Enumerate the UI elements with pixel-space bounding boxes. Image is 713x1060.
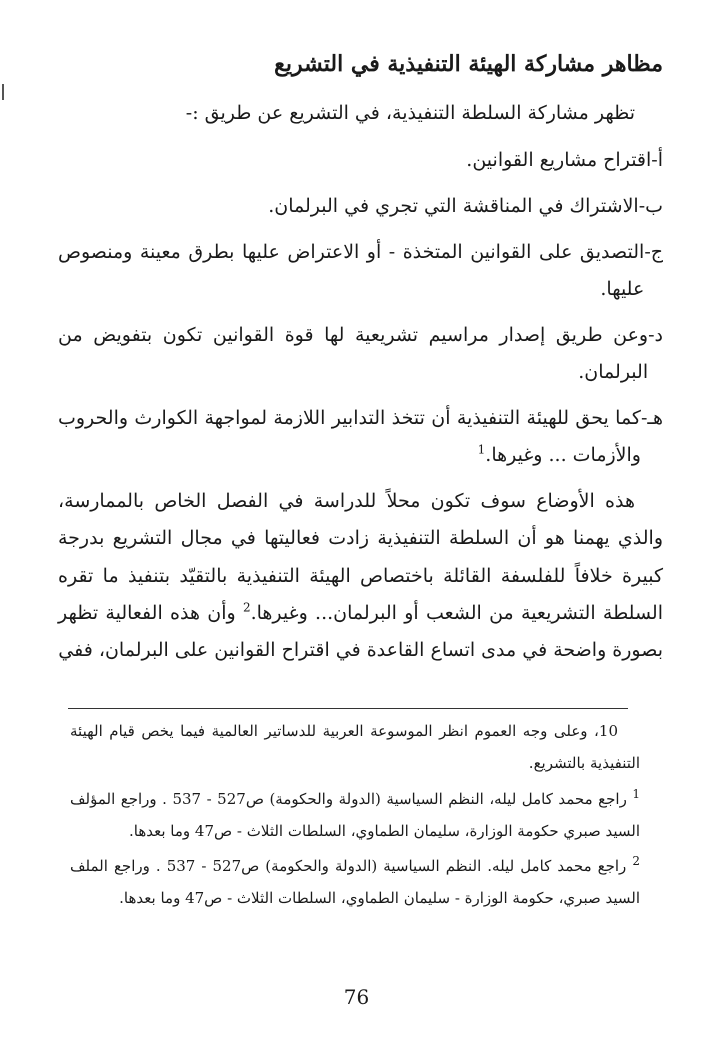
- list-marker: د-: [648, 324, 663, 347]
- body-text-part1: هذه الأوضاع سوف تكون محلاً للدراسة في الفصل الخاص بالممارسة، والذي يهمنا هو أن السلطة التنفيذية زادت فعاليتها في مجال التشريع بدرجة كبيرة خلافاً للفلسفة القائلة باختصاص الهيئة التنفيذية بالتقيّد بتنفيذ ما تقره السلطة التشريعية من الشعب أو البرلمان... وغيرها.: [58, 490, 663, 624]
- list-item-text: اقتراح مشاريع القوانين.: [466, 149, 652, 172]
- footnote-text: راجع محمد كامل ليله، النظم السياسية (الدولة والحكومة) ص527 - 537 . وراجع المؤلف السيد صبري حكومة الوزارة، سليمان الطماوي، السلطات الثلاث - ص47 وما بعدها.: [70, 789, 640, 840]
- list-item-text: وعن طريق إصدار مراسيم تشريعية لها قوة القوانين تكون بتفويض من البرلمان.: [58, 324, 649, 384]
- section-title: مظاهر مشاركة الهيئة التنفيذية في التشريع: [274, 51, 663, 77]
- footnote: [70, 850, 640, 915]
- list-item: [58, 142, 663, 179]
- list-marker: هـ-: [640, 407, 663, 430]
- margin-mark: [2, 84, 4, 100]
- page-body: [58, 40, 663, 679]
- footnote-number: 2: [632, 854, 640, 868]
- footnotes: [70, 715, 640, 918]
- list-item: [58, 234, 663, 308]
- list-item-text: [58, 400, 641, 474]
- list-marker: ج-: [644, 241, 663, 264]
- footnote-divider: [68, 708, 628, 709]
- list-item-body: كما يحق للهيئة التنفيذية أن تتخذ التدابير اللازمة لمواجهة الكوارث والحروب والأزمات ... وغيرها.: [58, 407, 641, 467]
- page-number: 76: [343, 985, 370, 1009]
- list-item-text: التصديق على القوانين المتخذة - أو الاعتراض عليها بطرق معينة ومنصوص عليها.: [58, 241, 645, 301]
- footnote-ref[interactable]: 2: [242, 600, 251, 615]
- list-marker: أ-: [651, 149, 663, 172]
- list-item: [58, 317, 663, 391]
- list-item: [58, 400, 663, 474]
- footnote-text: راجع محمد كامل ليله. النظم السياسية (الدولة والحكومة) ص527 - 537 . وراجع الملف السيد صبري، حكومة الوزارة - سليمان الطماوي، السلطات الثلاث - ص47 وما بعدها.: [70, 857, 640, 908]
- intro-paragraph: تظهر مشاركة السلطة التنفيذية، في التشريع عن طريق :-: [185, 102, 635, 124]
- body-text-part2: وأن هذه الفعالية تظهر بصورة واضحة في مدى اتساع القاعدة في اقتراح القوانين على البرلمان، ففي: [58, 601, 663, 661]
- footnote-continued: 10، وعلى وجه العموم انظر الموسوعة العربية للدساتير العالمية فيما يخص قيام الهيئة التنفيذية بالتشريع.: [70, 722, 640, 773]
- body-paragraph: [58, 483, 663, 668]
- list-item-text: الاشتراك في المناقشة التي تجري في البرلمان.: [268, 195, 639, 218]
- list-item: [58, 188, 663, 225]
- footnote-number: 1: [632, 786, 640, 801]
- footnote: [70, 783, 640, 848]
- list-marker: ب-: [638, 195, 663, 218]
- footnote-ref[interactable]: 1: [477, 443, 486, 458]
